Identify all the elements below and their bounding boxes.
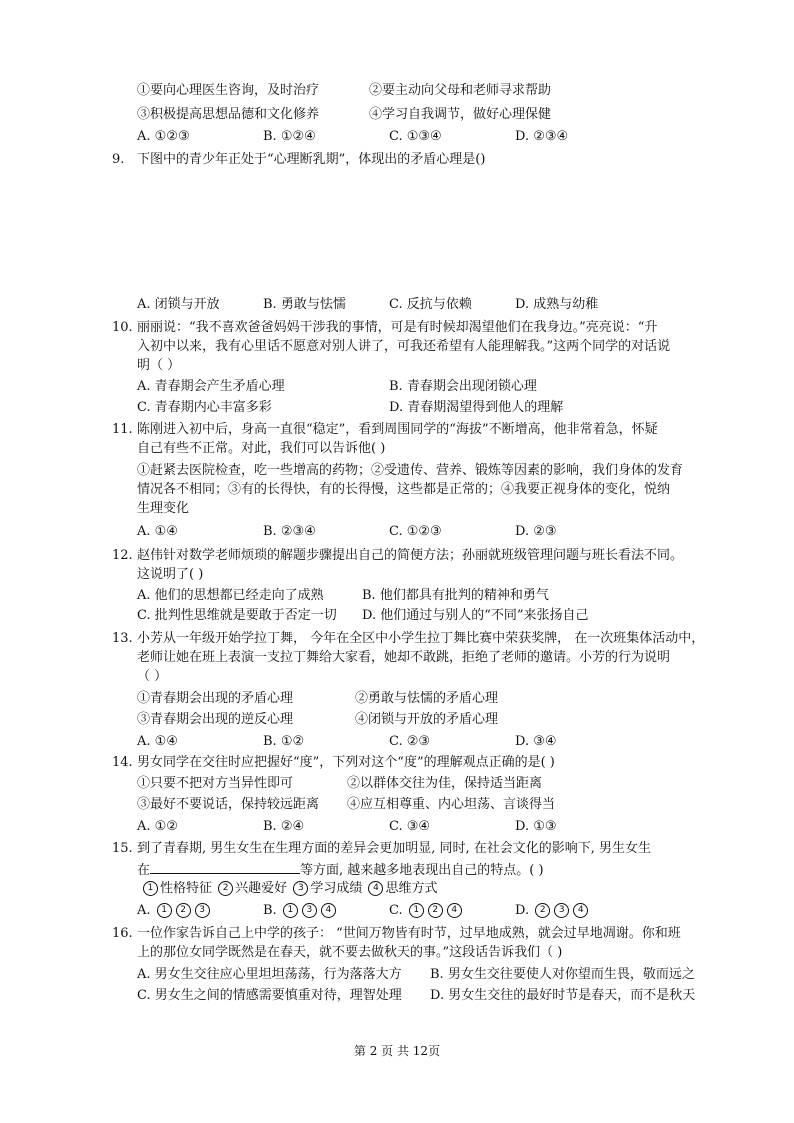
q8-statement-2: ②要主动向父母和老师寻求帮助 bbox=[369, 83, 552, 98]
q13-number: 13. bbox=[112, 631, 133, 646]
q15-a-circled-2: 2 bbox=[176, 903, 191, 918]
q9-stem: 下图中的青少年正处于“心理断乳期”，体现出的矛盾心理是() bbox=[137, 152, 486, 167]
q8-option-a: A. ①②③ bbox=[137, 129, 190, 144]
q16-option-b: B. 男女生交往要使人对你望而生畏，敬而远之 bbox=[430, 967, 695, 982]
q11-option-b: B. ②③④ bbox=[263, 524, 316, 539]
q14-statement-4: ④应互相尊重、内心坦荡、言谈得当 bbox=[347, 797, 556, 812]
q8-statement-3: ③积极提高思想品德和文化修养 bbox=[137, 107, 320, 122]
q15-c-circled-1: 1 bbox=[409, 903, 424, 918]
q13-stem-line3: （ ） bbox=[137, 669, 168, 684]
q16-option-a: A. 男女生交往应心里坦坦荡荡，行为落落大方 bbox=[137, 967, 402, 982]
q15-circled-1: 1 bbox=[143, 881, 158, 896]
q15-stem-line2-suffix: 等方面, 越来越多地表现出自己的特点。( ) bbox=[300, 863, 544, 878]
q15-a-circled-3: 3 bbox=[195, 903, 210, 918]
q10-option-d: D. 青春期渴望得到他人的理解 bbox=[389, 400, 564, 415]
q15-b-circled-4: 4 bbox=[321, 903, 336, 918]
q11-number: 11. bbox=[112, 422, 133, 437]
q14-option-c: C. ③④ bbox=[389, 819, 431, 834]
q15-option-d-label: D. bbox=[515, 903, 530, 918]
q13-statement-4: ④闭锁与开放的矛盾心理 bbox=[355, 712, 499, 727]
q15-option-c-label: C. bbox=[389, 903, 403, 918]
q11-stem-line1: 陈刚进入初中后，身高一直很“稳定”，看到周围同学的“海拔”不断增高，他非常着急，怀疑 bbox=[137, 422, 658, 437]
q15-choice-2: 兴趣爱好 bbox=[235, 881, 288, 896]
q14-option-b: B. ②④ bbox=[263, 819, 305, 834]
q13-statement-3: ③青春期会出现的逆反心理 bbox=[137, 712, 294, 727]
q15-b-circled-3: 3 bbox=[302, 903, 317, 918]
q10-number: 10. bbox=[112, 320, 133, 335]
q9-number: 9. bbox=[112, 152, 125, 167]
q11-statements-line2: 情况各不相同；③有的长得快，有的长得慢，这些都是正常的；④我要正视身体的变化，悦纳 bbox=[137, 482, 671, 497]
q16-number: 16. bbox=[112, 926, 133, 941]
q12-option-d: D. 他们通过与别人的“不同”来张扬自己 bbox=[362, 608, 589, 623]
q14-option-d: D. ①③ bbox=[515, 819, 557, 834]
q14-statement-3: ③最好不要说话，保持较远距离 bbox=[137, 797, 320, 812]
q14-stem: 男女同学在交往时应把握好“度”，下列对这个“度”的理解观点正确的是( ) bbox=[137, 755, 555, 770]
q15-option-c bbox=[389, 902, 464, 920]
q8-option-c: C. ①③④ bbox=[389, 129, 442, 144]
q12-option-c: C. 批判性思维就是要敢于否定一切 bbox=[137, 608, 337, 623]
q15-option-a-label: A. bbox=[137, 903, 151, 918]
q15-choice-1: 性格特征 bbox=[160, 881, 213, 896]
q14-statement-2: ②以群体交往为佳，保持适当距离 bbox=[347, 776, 543, 791]
q13-option-c: C. ②③ bbox=[389, 734, 431, 749]
q15-d-circled-4: 4 bbox=[573, 903, 588, 918]
q15-option-d bbox=[515, 902, 590, 920]
q15-d-circled-2: 2 bbox=[535, 903, 550, 918]
q15-option-b bbox=[263, 902, 338, 920]
q15-number: 15. bbox=[112, 841, 133, 856]
q11-option-c: C. ①②③ bbox=[389, 524, 442, 539]
q13-option-d: D. ③④ bbox=[515, 734, 557, 749]
q15-option-a bbox=[137, 902, 212, 920]
q11-stem-line2: 自己有些不正常。对此，我们可以告诉他( ) bbox=[137, 441, 386, 456]
q14-statement-1: ①只要不把对方当异性即可 bbox=[137, 776, 294, 791]
q15-c-circled-4: 4 bbox=[447, 903, 462, 918]
q11-option-a: A. ①④ bbox=[137, 524, 178, 539]
q11-option-d: D. ②③ bbox=[515, 524, 557, 539]
q13-stem-line1: 小芳从一年级开始学拉丁舞， 今年在全区中小学生拉丁舞比赛中荣获奖牌， 在一次班集体活动中， bbox=[137, 631, 705, 646]
q9-image-area bbox=[137, 180, 617, 290]
q12-option-a: A. 他们的思想都已经走向了成熟 bbox=[137, 588, 324, 603]
q13-statement-1: ①青春期会出现的矛盾心理 bbox=[137, 691, 294, 706]
q16-option-c: C. 男女生之间的情感需要慎重对待，理智处理 bbox=[137, 988, 402, 1003]
q15-circled-3: 3 bbox=[293, 881, 308, 896]
q12-option-b: B. 他们都具有批判的精神和勇气 bbox=[362, 588, 549, 603]
q10-option-a: A. 青春期会产生矛盾心理 bbox=[137, 379, 285, 394]
q9-option-b: B. 勇敢与怯懦 bbox=[263, 297, 346, 312]
q13-option-b: B. ①② bbox=[263, 734, 305, 749]
q16-stem-line1: 一位作家告诉自己上中学的孩子： “世间万物皆有时节，过早地成熟，就会过早地凋谢。你和班 bbox=[137, 926, 681, 941]
q9-option-d: D. 成熟与幼稚 bbox=[515, 297, 599, 312]
q14-option-a: A. ①② bbox=[137, 819, 178, 834]
q14-number: 14. bbox=[112, 755, 133, 770]
q12-number: 12. bbox=[112, 548, 133, 563]
q8-statement-4: ④学习自我调节，做好心理保健 bbox=[369, 107, 552, 122]
q10-stem-line1: 丽丽说：“我不喜欢爸爸妈妈干涉我的事情，可是有时候却渴望他们在我身边。”亮亮说：“升 bbox=[137, 320, 658, 335]
q15-choice-4: 思维方式 bbox=[385, 881, 438, 896]
q10-option-b: B. 青春期会出现闭锁心理 bbox=[389, 379, 537, 394]
q15-d-circled-3: 3 bbox=[554, 903, 569, 918]
q16-stem-line2: 上的那位女同学既然是在春天，就不要去做秋天的事。”这段话告诉我们（ ) bbox=[137, 945, 563, 960]
q15-choices-line bbox=[141, 880, 437, 898]
q15-choice-3: 学习成绩 bbox=[310, 881, 363, 896]
q8-option-d: D. ②③④ bbox=[515, 129, 569, 144]
q13-statement-2: ②勇敢与怯懦的矛盾心理 bbox=[355, 691, 499, 706]
q12-stem-line2: 这说明了( ) bbox=[137, 567, 204, 582]
q15-b-circled-1: 1 bbox=[283, 903, 298, 918]
q13-stem-line2: 老师让她在班上表演一支拉丁舞给大家看，她却不敢跳，拒绝了老师的邀请。小芳的行为说明 bbox=[137, 650, 671, 665]
q15-circled-2: 2 bbox=[218, 881, 233, 896]
q8-statement-1: ①要向心理医生咨询，及时治疗 bbox=[137, 83, 320, 98]
q15-a-circled-1: 1 bbox=[157, 903, 172, 918]
q15-fill-blank bbox=[150, 859, 300, 874]
q10-stem-line3: 明（ ） bbox=[137, 358, 181, 373]
q15-stem-line2 bbox=[137, 859, 544, 880]
q12-stem-line1: 赵伟针对数学老师烦琐的解题步骤提出自己的简便方法；孙丽就班级管理问题与班长看法不同。 bbox=[137, 548, 684, 563]
page-footer: 第 2 页 共 12页 bbox=[353, 1044, 441, 1058]
q15-circled-4: 4 bbox=[368, 881, 383, 896]
q15-c-circled-2: 2 bbox=[428, 903, 443, 918]
q15-stem-line2-prefix: 在 bbox=[137, 863, 151, 878]
q8-option-b: B. ①②④ bbox=[263, 129, 316, 144]
q15-stem-line1: 到了青春期, 男生女生在生理方面的差异会更加明显, 同时, 在社会文化的影响下, 男生女生 bbox=[137, 841, 652, 856]
q16-option-d: D. 男女生交往的最好时节是春天，而不是秋天 bbox=[430, 988, 696, 1003]
q13-option-a: A. ①④ bbox=[137, 734, 178, 749]
q9-option-a: A. 闭锁与开放 bbox=[137, 297, 220, 312]
q9-option-c: C. 反抗与依赖 bbox=[389, 297, 472, 312]
q11-statements-line1: ①赶紧去医院检查，吃一些增高的药物；②受遗传、营养、锻炼等因素的影响，我们身体的发育 bbox=[137, 463, 684, 478]
q11-statements-line3: 生理变化 bbox=[137, 501, 190, 516]
q15-option-b-label: B. bbox=[263, 903, 277, 918]
q10-option-c: C. 青春期内心丰富多彩 bbox=[137, 400, 272, 415]
q10-stem-line2: 入初中以来，我有心里话不愿意对别人讲了，可我还希望有人能理解我。”这两个同学的对话说 bbox=[137, 339, 671, 354]
